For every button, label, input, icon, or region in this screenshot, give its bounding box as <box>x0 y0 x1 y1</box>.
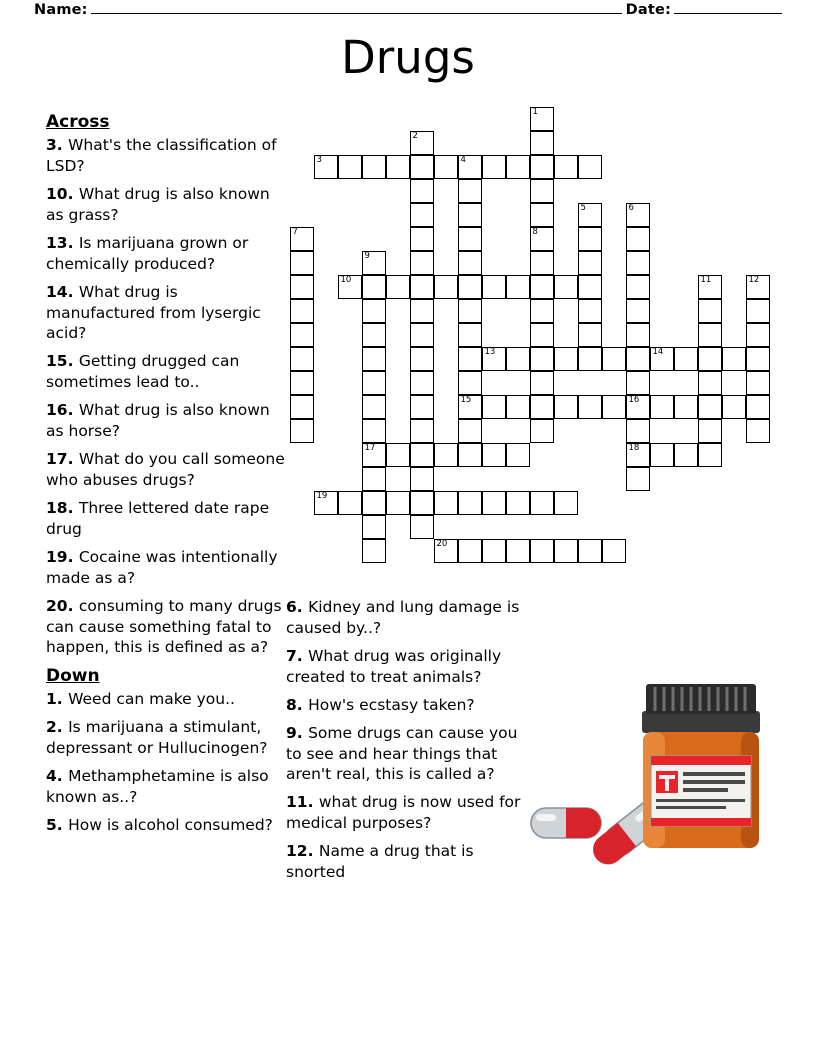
clue-text: Name a drug that is snorted <box>286 842 474 882</box>
grid-cell[interactable] <box>626 347 650 371</box>
across-clue-16 <box>46 400 286 442</box>
clue-number: 5. <box>46 816 69 835</box>
clue-text: Is marijuana grown or chemically produced? <box>46 233 249 273</box>
grid-cell[interactable] <box>434 275 458 299</box>
grid-cell[interactable] <box>482 539 506 563</box>
clue-number: 11. <box>286 793 319 812</box>
grid-cell[interactable] <box>554 275 578 299</box>
grid-cell[interactable] <box>362 155 386 179</box>
grid-cell[interactable] <box>482 275 506 299</box>
grid-cell[interactable] <box>482 395 506 419</box>
grid-cell-number: 14 <box>652 347 664 357</box>
grid-cell[interactable] <box>338 491 362 515</box>
grid-cell[interactable] <box>410 347 434 371</box>
grid-cell[interactable] <box>578 539 602 563</box>
grid-cell[interactable] <box>290 323 314 347</box>
grid-cell-number: 20 <box>436 539 448 549</box>
down-clue-7 <box>286 646 526 688</box>
grid-cell[interactable] <box>530 299 554 323</box>
down-clue-2 <box>46 717 286 759</box>
grid-cell[interactable] <box>674 395 698 419</box>
grid-cell[interactable] <box>506 539 530 563</box>
grid-cell[interactable] <box>530 275 554 299</box>
grid-cell[interactable] <box>626 323 650 347</box>
grid-cell[interactable] <box>530 419 554 443</box>
clue-text: What drug was originally created to treat animals? <box>286 646 502 686</box>
clue-number: 17. <box>46 450 79 469</box>
grid-cell[interactable] <box>314 491 338 515</box>
across-heading: Across <box>46 112 110 132</box>
clue-number: 16. <box>46 401 79 420</box>
grid-cell-number: 10 <box>340 275 352 285</box>
clue-text: Three lettered date rape drug <box>46 498 270 538</box>
across-clue-20 <box>46 596 286 659</box>
grid-cell[interactable] <box>410 251 434 275</box>
grid-cell[interactable] <box>458 227 482 251</box>
grid-cell[interactable] <box>698 443 722 467</box>
grid-cell[interactable] <box>626 395 650 419</box>
grid-cell[interactable] <box>410 515 434 539</box>
grid-cell[interactable] <box>290 347 314 371</box>
grid-cell[interactable] <box>362 395 386 419</box>
grid-cell[interactable] <box>362 299 386 323</box>
grid-cell-number: 4 <box>460 155 466 165</box>
grid-cell[interactable] <box>458 539 482 563</box>
grid-cell[interactable] <box>386 443 410 467</box>
grid-cell-number: 12 <box>748 275 760 285</box>
grid-cell-number: 17 <box>364 443 376 453</box>
grid-cell[interactable] <box>338 275 362 299</box>
clue-number: 18. <box>46 498 79 517</box>
clue-text: What's the classification of LSD? <box>46 136 277 176</box>
down-clue-6 <box>286 597 526 639</box>
across-clue-14 <box>46 282 286 345</box>
clue-text: What drug is manufactured from lysergic acid? <box>46 282 261 343</box>
grid-cell[interactable] <box>362 515 386 539</box>
clue-number: 4. <box>46 767 69 786</box>
grid-cell[interactable] <box>458 155 482 179</box>
clue-text: What drug is also known as horse? <box>46 401 270 441</box>
grid-cell[interactable] <box>722 395 746 419</box>
grid-cell[interactable] <box>578 299 602 323</box>
grid-cell-number: 11 <box>700 275 712 285</box>
grid-cell[interactable] <box>578 395 602 419</box>
grid-cell[interactable] <box>482 443 506 467</box>
grid-cell[interactable] <box>314 155 338 179</box>
down-clue-9 <box>286 723 526 786</box>
across-clue-15 <box>46 351 286 393</box>
clue-number: 8. <box>286 695 309 714</box>
grid-cell[interactable] <box>362 347 386 371</box>
clue-text: Cocaine was intentionally made as a? <box>46 547 278 587</box>
grid-cell[interactable] <box>578 323 602 347</box>
clue-text: Kidney and lung damage is caused by..? <box>286 598 520 637</box>
grid-cell[interactable] <box>434 539 458 563</box>
grid-cell[interactable] <box>482 155 506 179</box>
grid-cell[interactable] <box>410 323 434 347</box>
grid-cell[interactable] <box>506 491 530 515</box>
grid-cell[interactable] <box>626 299 650 323</box>
clue-number: 7. <box>286 646 309 665</box>
page-title: Drugs <box>341 31 475 84</box>
clue-text: How is alcohol consumed? <box>68 816 273 835</box>
grid-cell[interactable] <box>530 395 554 419</box>
grid-cell[interactable] <box>698 299 722 323</box>
grid-cell-number: 8 <box>532 227 538 237</box>
grid-cell[interactable] <box>626 419 650 443</box>
grid-cell[interactable] <box>458 395 482 419</box>
grid-cell[interactable] <box>290 419 314 443</box>
grid-cell[interactable] <box>530 203 554 227</box>
grid-cell[interactable] <box>386 155 410 179</box>
crossword-grid[interactable] <box>290 107 775 587</box>
grid-cell[interactable] <box>626 203 650 227</box>
down-clue-list-part1 <box>46 689 286 836</box>
grid-cell[interactable] <box>410 467 434 491</box>
clue-number: 14. <box>46 282 79 301</box>
clue-text: What drug is also known as grass? <box>46 184 270 224</box>
grid-cell-number: 7 <box>292 227 298 237</box>
grid-cell[interactable] <box>410 155 434 179</box>
down-clue-11 <box>286 792 526 834</box>
pill-bottle-and-capsules-icon <box>528 676 776 876</box>
grid-cell[interactable] <box>530 323 554 347</box>
grid-cell[interactable] <box>554 539 578 563</box>
grid-cell[interactable] <box>458 203 482 227</box>
across-clue-17 <box>46 449 286 491</box>
grid-cell[interactable] <box>578 227 602 251</box>
grid-cell[interactable] <box>674 347 698 371</box>
grid-cell[interactable] <box>290 395 314 419</box>
grid-cell[interactable] <box>722 347 746 371</box>
grid-cell[interactable] <box>530 227 554 251</box>
grid-cell[interactable] <box>530 347 554 371</box>
down-clue-12 <box>286 841 526 883</box>
clue-number: 20. <box>46 596 79 615</box>
grid-cell[interactable] <box>554 155 578 179</box>
grid-cell[interactable] <box>410 203 434 227</box>
grid-cell[interactable] <box>554 491 578 515</box>
across-clue-13 <box>46 233 286 275</box>
grid-cell[interactable] <box>434 491 458 515</box>
grid-cell[interactable] <box>482 491 506 515</box>
grid-cell[interactable] <box>434 443 458 467</box>
grid-cell[interactable] <box>674 443 698 467</box>
clue-text: How's ecstasy taken? <box>308 695 475 714</box>
clues-middle-column <box>286 597 526 890</box>
down-clue-4 <box>46 766 286 808</box>
grid-cell[interactable] <box>458 443 482 467</box>
grid-cell[interactable] <box>698 347 722 371</box>
grid-cell[interactable] <box>626 467 650 491</box>
grid-cell[interactable] <box>458 275 482 299</box>
grid-cell[interactable] <box>578 203 602 227</box>
grid-cell[interactable] <box>554 395 578 419</box>
grid-cell-number: 15 <box>460 395 472 405</box>
clue-text: Weed can make you.. <box>68 690 235 709</box>
grid-cell[interactable] <box>530 107 554 131</box>
clue-number: 19. <box>46 547 79 566</box>
grid-cell[interactable] <box>530 179 554 203</box>
grid-cell-number: 18 <box>628 443 640 453</box>
grid-cell[interactable] <box>290 299 314 323</box>
grid-cell[interactable] <box>506 395 530 419</box>
grid-cell[interactable] <box>530 251 554 275</box>
grid-cell-number: 1 <box>532 107 538 117</box>
clues-left-column <box>46 111 286 843</box>
grid-cell[interactable] <box>338 155 362 179</box>
across-clue-3 <box>46 135 286 177</box>
grid-cell[interactable] <box>626 275 650 299</box>
grid-cell[interactable] <box>650 347 674 371</box>
grid-cell[interactable] <box>578 251 602 275</box>
grid-cell[interactable] <box>290 227 314 251</box>
grid-cell[interactable] <box>362 251 386 275</box>
grid-cell[interactable] <box>602 539 626 563</box>
down-heading: Down <box>46 666 100 687</box>
grid-cell[interactable] <box>626 371 650 395</box>
grid-cell[interactable] <box>410 227 434 251</box>
grid-cell[interactable] <box>746 323 770 347</box>
grid-cell-number: 19 <box>316 491 328 501</box>
grid-cell-number: 6 <box>628 203 634 213</box>
grid-cell[interactable] <box>578 275 602 299</box>
grid-cell[interactable] <box>362 539 386 563</box>
grid-cell[interactable] <box>530 491 554 515</box>
grid-cell[interactable] <box>458 347 482 371</box>
grid-cell[interactable] <box>746 371 770 395</box>
grid-cell-number: 16 <box>628 395 640 405</box>
clue-text: Getting drugged can sometimes lead to.. <box>46 352 240 392</box>
grid-cell[interactable] <box>410 299 434 323</box>
date-label: Date: <box>625 2 671 18</box>
grid-cell[interactable] <box>506 155 530 179</box>
grid-cell-number: 2 <box>412 131 418 141</box>
grid-cell[interactable] <box>410 275 434 299</box>
grid-cell-number: 9 <box>364 251 370 261</box>
clue-text: Some drugs can cause you to see and hear things that aren't real, this is called a? <box>286 723 518 784</box>
grid-cell-number: 5 <box>580 203 586 213</box>
clue-number: 3. <box>46 136 69 155</box>
grid-cell[interactable] <box>650 395 674 419</box>
grid-cell[interactable] <box>746 275 770 299</box>
grid-cell[interactable] <box>458 251 482 275</box>
grid-cell[interactable] <box>434 155 458 179</box>
grid-cell[interactable] <box>410 443 434 467</box>
grid-cell[interactable] <box>458 179 482 203</box>
grid-cell[interactable] <box>362 491 386 515</box>
date-write-line[interactable] <box>674 13 782 14</box>
grid-cell[interactable] <box>410 491 434 515</box>
down-clue-5 <box>46 815 286 836</box>
grid-cell[interactable] <box>746 299 770 323</box>
grid-cell[interactable] <box>506 443 530 467</box>
grid-cell[interactable] <box>362 371 386 395</box>
grid-cell[interactable] <box>458 323 482 347</box>
grid-cell[interactable] <box>482 347 506 371</box>
grid-cell[interactable] <box>578 347 602 371</box>
grid-cell[interactable] <box>530 539 554 563</box>
grid-cell[interactable] <box>410 179 434 203</box>
grid-cell[interactable] <box>506 275 530 299</box>
grid-cell[interactable] <box>626 443 650 467</box>
clue-text: Is marijuana a stimulant, depressant or Hullucinogen? <box>46 718 268 758</box>
grid-cell[interactable] <box>290 251 314 275</box>
clue-number: 9. <box>286 723 309 742</box>
grid-cell[interactable] <box>578 155 602 179</box>
down-clue-8 <box>286 695 526 716</box>
grid-cell[interactable] <box>458 419 482 443</box>
grid-cell[interactable] <box>362 419 386 443</box>
down-clue-1 <box>46 689 286 710</box>
clue-number: 2. <box>46 718 69 737</box>
grid-cell[interactable] <box>362 275 386 299</box>
grid-cell[interactable] <box>530 131 554 155</box>
grid-cell[interactable] <box>410 371 434 395</box>
grid-cell[interactable] <box>458 371 482 395</box>
name-label: Name: <box>34 2 88 18</box>
worksheet-header <box>34 2 782 18</box>
grid-cell[interactable] <box>506 347 530 371</box>
down-clue-list-part2 <box>286 597 526 883</box>
grid-cell[interactable] <box>626 227 650 251</box>
clue-number: 6. <box>286 598 309 616</box>
grid-cell[interactable] <box>362 443 386 467</box>
grid-cell[interactable] <box>602 395 626 419</box>
grid-cell[interactable] <box>290 371 314 395</box>
name-write-line[interactable] <box>91 13 622 14</box>
grid-cell[interactable] <box>554 347 578 371</box>
grid-cell[interactable] <box>362 467 386 491</box>
grid-cell[interactable] <box>746 347 770 371</box>
clue-text: Methamphetamine is also known as..? <box>46 767 269 807</box>
clue-number: 13. <box>46 233 79 252</box>
grid-cell[interactable] <box>698 323 722 347</box>
grid-cell[interactable] <box>530 371 554 395</box>
grid-cell[interactable] <box>746 419 770 443</box>
clue-number: 10. <box>46 184 79 203</box>
grid-cell[interactable] <box>530 155 554 179</box>
across-clue-19 <box>46 547 286 589</box>
clue-number: 12. <box>286 842 319 861</box>
grid-cell[interactable] <box>698 419 722 443</box>
grid-cell-number: 3 <box>316 155 322 165</box>
across-clue-list <box>46 135 286 658</box>
grid-cell[interactable] <box>650 443 674 467</box>
clue-text: What do you call someone who abuses drugs? <box>46 450 285 489</box>
grid-cell[interactable] <box>698 371 722 395</box>
grid-cell[interactable] <box>410 419 434 443</box>
grid-cell[interactable] <box>362 323 386 347</box>
grid-cell[interactable] <box>458 299 482 323</box>
grid-cell[interactable] <box>698 275 722 299</box>
grid-cell[interactable] <box>458 491 482 515</box>
grid-cell[interactable] <box>386 491 410 515</box>
grid-cell[interactable] <box>410 395 434 419</box>
grid-cell[interactable] <box>746 395 770 419</box>
bottle-icon <box>642 684 760 848</box>
clue-number: 1. <box>46 690 69 709</box>
grid-cell[interactable] <box>290 275 314 299</box>
clue-text: what drug is now used for medical purposes? <box>286 793 521 833</box>
capsule-left-icon <box>531 808 601 838</box>
grid-cell-number: 13 <box>484 347 496 357</box>
across-clue-10 <box>46 184 286 226</box>
across-clue-18 <box>46 498 286 540</box>
grid-cell[interactable] <box>386 275 410 299</box>
grid-cell[interactable] <box>698 395 722 419</box>
clue-number: 15. <box>46 352 79 371</box>
clue-text: consuming to many drugs can cause something fatal to happen, this is defined as a? <box>46 596 282 657</box>
grid-cell[interactable] <box>602 347 626 371</box>
grid-cell[interactable] <box>410 131 434 155</box>
grid-cell[interactable] <box>626 251 650 275</box>
